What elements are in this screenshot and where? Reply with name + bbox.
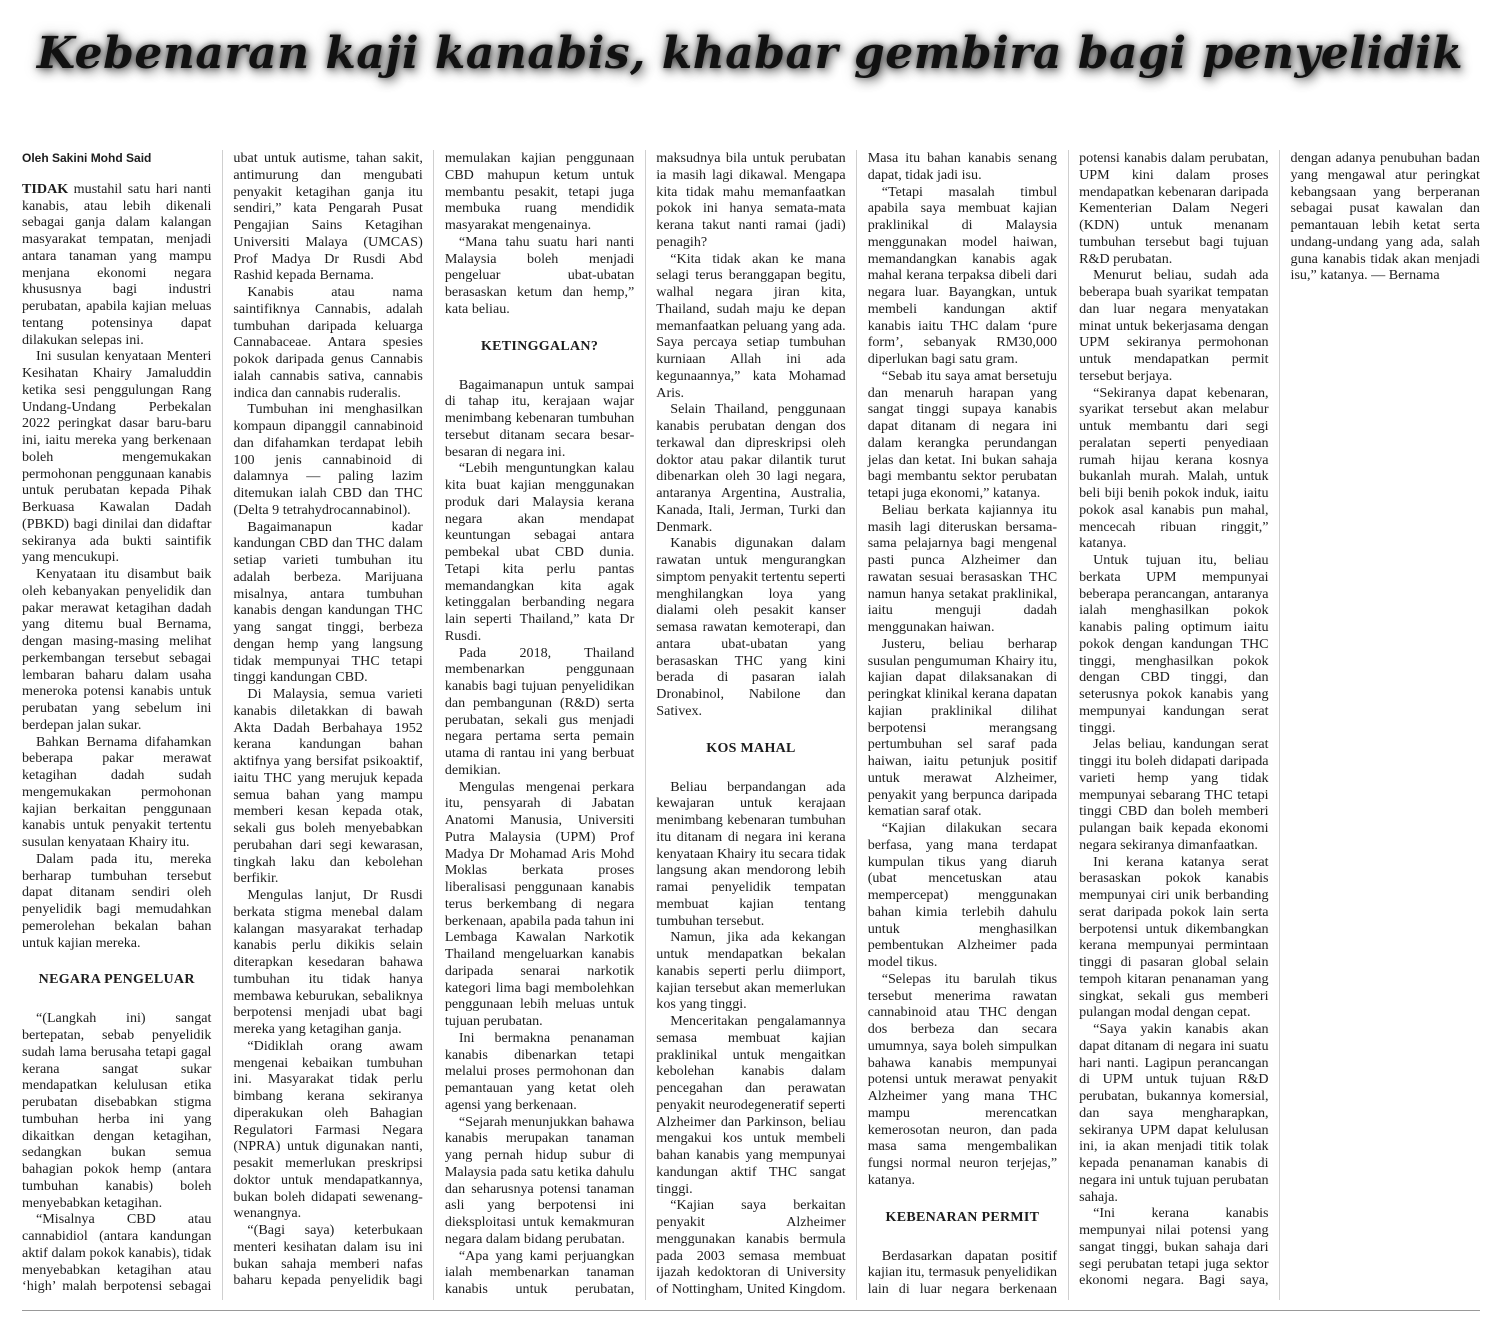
paragraph: Justeru, beliau berharap susulan pengumuman Khairy itu, kajian dapat dilaksanakan di peringkat klinikal kerana dapatan kajian praklinikal dilihat berpotensi merangsang pertumbuhan sel saraf pada haiwan, iaitu petunjuk positif untuk merawat Alzheimer, penyakit yang berpunca daripada kematian saraf otak. [867,635,1058,820]
paragraph: Pada 2018, Thailand membenarkan penggunaan kanabis bagi tujuan penyelidikan dan pembangunan (R&D) serta perubatan, sekali gus menjadi negara pertama serta pemain utama di rantau ini yang berbuat demikian. [444,644,635,778]
paragraph: Ini kerana katanya serat berasaskan pokok kanabis mempunyai ciri unik berbanding serat daripada pokok lain serta berpotensi untuk dikembangkan kerana mempunyai permintaan tinggi di pasaran global selain tempoh kitaran penanaman yang singkat, sekali gus memberi pulangan modal dengan cepat. [1079,853,1269,1021]
subheading: KETINGGALAN? [480,338,599,354]
paragraph: Menceritakan pengalamannya semasa membuat kajian praklinikal untuk mengaitkan kebolehan kanabis dalam pencegahan dan perawatan penyakit neurodegeneratif seperti Alzheimer dan Parkinson, beliau mengakui kos untuk membeli bahan kanabis yang mempunyai kandungan aktif THC sangat tinggi. [656,1013,846,1197]
subheading: KEBENARAN PERMIT [885,1209,1040,1225]
paragraph: Berdasarkan dapatan positif kajian itu, termasuk penyelidikan lain di luar negara berkenaan potensi kanabis dalam perubatan, UPM kini dalam proses mendapatkan kebenaran daripada Kementerian Dalam Negeri (KDN) untuk menanam tumbuhan tersebut bagi tujuan R&D perubatan. [867,150,1269,1297]
paragraph: Di Malaysia, semua varieti kanabis diletakkan di bawah Akta Dadah Berbahaya 1952 kerana kandungan bahan aktifnya yang bersifat psikoaktif, iaitu THC yang merujuk kepada semua bahan yang mampu memberi kesan kepada otak, sekali gus boleh menyebabkan perubahan dari segi kewarasan, tingkah laku dan kebolehan berfikir. [233,686,423,887]
paragraph: Beliau berkata kajiannya itu masih lagi diteruskan bersama-sama pelajarnya bagi mengenal pasti punca Alzheimer dan rawatan sesuai berasaskan THC namun hanya setakat praklinikal, iaitu menguji dadah menggunakan haiwan. [867,501,1058,635]
paragraph: “Apa yang kami perjuangkan ialah membenarkan tanaman kanabis untuk perubatan, maksudnya bila untuk perubatan ia masih lagi dikawal. Mengapa kita tidak mahu memanfaatkan pokok ini hanya semata-mata kerana takut nanti ramai (jadi) penagih? [444,150,846,1297]
paragraph: Ini bermakna penanaman kanabis dibenarkan tetapi melalui proses permohonan dan pemantauan yang ketat oleh agensi yang berkenaan. [444,1029,635,1113]
byline: Oleh Sakini Mohd Said [22,151,152,165]
paragraph: Jelas beliau, kandungan serat tinggi itu boleh didapati daripada varieti hemp yang tidak mempunyai sebarang THC tetapi tinggi CBD dan boleh memberi pulangan baik kepada ekonomi negara sekiranya dimanfaatkan. [1079,736,1269,853]
paragraph: Kenyataan itu disambut baik oleh kebanyakan penyelidik dan pakar merawat ketagihan dadah yang ditemu bual Bernama, dengan masing-masing melihat perkembangan tersebut sebagai lembaran baharu dalam usaha meneroka potensi kanabis untuk perubatan yang sebelum ini berdepan jalan sukar. [22,566,212,733]
paragraph: Mengulas mengenai perkara itu, pensyarah di Jabatan Anatomi Manusia, Universiti Putra Malaysia (UPM) Prof Madya Dr Mohamad Aris Mohd Moklas berkata proses liberalisasi penggunaan kanabis terus berkembang di negara berkenaan, apabila pada tahun ini Lembaga Kawalan Narkotik Thailand mengeluarkan kanabis daripada senarai narkotik kategori lima bagi membolehkan penggunaan lebih meluas untuk tujuan perubatan. [444,778,635,1029]
paragraph: “Misalnya CBD atau cannabidiol (antara kandungan aktif dalam pokok kanabis), tidak menyebabkan ketagihan atau ‘high’ malah berpotensi sebagai ubat untuk autisme, tahan sakit, antimurung dan mengubati penyakit ketagihan ganja itu sendiri,” kata Pengarah Pusat Pengajian Sains Ketagihan Universiti Malaya (UMCAS) Prof Madya Dr Rusdi Abd Rashid kepada Bernama. [22,150,423,1295]
paragraph: Bagaimanapun kadar kandungan CBD dan THC dalam setiap varieti tumbuhan itu adalah berbeza. Marijuana misalnya, antara tumbuhan kanabis dengan kandungan THC yang sangat tinggi, berbeza dengan hemp yang langsung tidak mempunyai THC tetapi tinggi kandungan CBD. [233,518,423,686]
paragraph: “Selepas itu barulah tikus tersebut menerima rawatan cannabinoid atau THC dengan dos berbeza dan secara umumnya, saya boleh simpulkan bahawa kanabis mempunyai potensi untuk merawat penyakit Alzheimer yang mana THC mampu merencatkan kemerosotan neuron, dan pada masa sama mengembalikan fungsi normal neuron terjejas,” katanya. [867,970,1058,1188]
paragraph-text: mustahil satu hari nanti kanabis, atau lebih dikenali sebagai ganja dalam kalangan masyarakat tempatan, menjadi antara tanaman yang mampu menjana ekonomi negara khususnya bagi industri perubatan, apabila kajian meluas tentang potensinya dapat dilakukan selepas ini. [22,180,212,348]
paragraph: Tumbuhan ini menghasilkan kompaun dipanggil cannabinoid dan difahamkan terdapat lebih 100 jenis cannabinoid di dalamnya — paling lazim ditemukan ialah CBD dan THC (Delta 9 tetrahydrocannabinol). [233,401,423,518]
paragraph: “Kajian dilakukan secara berfasa, yang mana terdapat kumpulan tikus yang diaruh (ubat mencetuskan atau mempercepat) menggunakan bahan kimia terlebih dahulu untuk menghasilkan pembentukan Alzheimer pada model tikus. [867,820,1058,970]
paragraph: “Sejarah menunjukkan bahawa kanabis merupakan tanaman yang pernah hidup subur di Malaysia pada satu ketika dahulu dan seharusnya potensi tanaman asli yang berpotensi ini dieksploitasi untuk kemakmuran negara dalam bidang perubatan. [444,1113,635,1247]
paragraph: “Ini kerana kanabis mempunyai nilai potensi yang sangat tinggi, bukan sahaja dari segi perubatan tetapi juga sektor ekonomi negara. Bagi saya, dengan adanya penubuhan badan yang mengawal atur peringkat kebangsaan yang berperanan sebagai pusat kawalan dan pemantauan lebih ketat serta undang-undang yang ada, salah guna kanabis tidak akan menjadi isu,” katanya. — Bernama [1079,150,1480,1289]
paragraph: “Sebab itu saya amat bersetuju dan menaruh harapan yang sangat tinggi supaya kanabis dapat ditanam di negara ini dalam kerangka perundangan jelas dan ketat. Ini bukan sahaja bagi membantu sektor perubatan tetapi juga ekonomi,” katanya. [867,367,1058,501]
paragraph: “Saya yakin kanabis akan dapat ditanam di negara ini suatu hari nanti. Lagipun perancangan di UPM untuk tujuan R&D perubatan, bukannya komersial, dan saya mengharapkan, sekiranya UPM dapat kelulusan ini, ia akan menjadi titik tolak kepada penanaman kanabis di negara ini untuk tujuan perubatan sahaja. [1079,1021,1269,1205]
subheading: KOS MAHAL [706,740,796,756]
subheading: NEGARA PENGELUAR [38,972,195,988]
headline: Kebenaran kaji kanabis, khabar gembira bagi penyelidik [36,28,1464,79]
lead-word: TIDAK [22,180,69,197]
paragraph: Kanabis atau nama saintifiknya Cannabis, adalah tumbuhan daripada keluarga Cannabaceae. Antara spesies pokok daripada genus Cannabis ialah cannabis sativa, cannabis indica dan cannabis ruderalis. [233,284,423,401]
bottom-rule [22,1310,1480,1311]
paragraph: Namun, jika ada kekangan untuk mendapatkan bekalan kanabis seperti perlu diimport, kajian tersebut akan memerlukan kos yang tinggi. [656,929,846,1013]
paragraph: “Sekiranya dapat kebenaran, syarikat tersebut akan melabur untuk membantu dari segi peralatan seperti penyediaan rumah hijau kerana kosnya bukanlah murah. Malah, untuk beli biji benih pokok induk, iaitu pokok asal kanabis pun mahal, mencecah ribuan ringgit,” katanya. [1079,384,1269,552]
paragraph: Untuk tujuan itu, beliau berkata UPM mempunyai beberapa perancangan, antaranya ialah menghasilkan pokok kanabis paling optimum iaitu pokok dengan kandungan THC tinggi, menghasilkan pokok dengan CBD tinggi, dan seterusnya pokok kanabis yang mempunyai kandungan serat tinggi. [1079,552,1269,736]
paragraph: Ini susulan kenyataan Menteri Kesihatan Khairy Jamaluddin ketika sesi penggulungan Rang Undang-Undang Perbekalan 2022 peringkat dasar baru-baru ini, iaitu mereka yang berkenaan boleh mengemukakan permohonan penggunaan kanabis untuk perubatan kepada Pihak Berkuasa Kawalan Dadah (PBKD) bagi dinilai dan didaftar sekiranya ada bukti saintifik yang mencukupi. [22,348,212,566]
paragraph: “Didiklah orang awam mengenai kebaikan tumbuhan ini. Masyarakat tidak perlu bimbang kerana sekiranya diperakukan oleh Bahagian Regulatori Farmasi Negara (NPRA) untuk digunakan nanti, pesakit memerlukan preskripsi doktor untuk mendapatkannya, bukan boleh didapati sewenang-wenangnya. [233,1037,423,1222]
paragraph: “Mana tahu suatu hari nanti Malaysia boleh menjadi pengeluar ubat-ubatan berasaskan ketum dan hemp,” kata beliau. [444,233,635,317]
paragraph: Mengulas lanjut, Dr Rusdi berkata stigma menebal dalam kalangan masyarakat terhadap kanabis perlu dikikis selain diterapkan kesedaran bahawa tumbuhan itu tidak hanya membawa keburukan, sebaliknya berpotensi menjadi ubat bagi mereka yang ketagihan ganja. [233,887,423,1037]
paragraph: Selain Thailand, penggunaan kanabis perubatan dengan dos terkawal dan dipreskripsi oleh doktor atau pakar dilantik turut dibenarkan oleh 30 lagi negara, antaranya Argentina, Australia, Kanada, Itali, Jerman, Turki dan Denmark. [656,401,846,535]
paragraph [22,181,211,349]
paragraph: Dalam pada itu, mereka berharap tumbuhan tersebut dapat ditanam sendiri oleh penyelidik bagi memudahkan pemerolehan bekalan bahan untuk kajian mereka. [22,850,212,951]
paragraph: Beliau berpandangan ada kewajaran untuk kerajaan menimbang kebenaran tumbuhan itu ditanam di negara ini kerana kenyataan Khairy itu secara tidak langsung akan mendorong lebih ramai penyelidik tempatan membuat kajian tentang tumbuhan tersebut. [656,778,846,929]
paragraph: “Lebih menguntungkan kalau kita buat kajian menggunakan produk dari Malaysia kerana negara akan mendapat keuntungan sebagai antara pembekal ubat CBD dunia. Tetapi kita perlu pantas memandangkan kita agak ketinggalan berbanding negara lain seperti Thailand,” kata Dr Rusdi. [444,460,635,644]
paragraph: “Tetapi masalah timbul apabila saya membuat kajian praklinikal di Malaysia menggunakan model haiwan, memandangkan kanabis agak mahal kerana terpaksa dibeli dari negara luar. Bayangkan, untuk membeli kandungan aktif kanabis iaitu THC dalam ‘pure form’, sebanyak RM30,000 diperlukan bagi satu gram. [867,183,1058,367]
paragraph: “Kajian saya berkaitan penyakit Alzheimer menggunakan kanabis bermula pada 2003 semasa membuat ijazah kedoktoran di University of Nottingham, United Kingdom. Masa itu bahan kanabis senang dapat, tidak jadi isu. [656,150,1058,1297]
paragraph: “(Langkah ini) sangat bertepatan, sebab penyelidik sudah lama berusaha tetapi gagal kerana sangat sukar mendapatkan kelulusan etika perubatan disebabkan stigma tumbuhan herba ini yang dikaitkan dengan ketagihan, sedangkan bukan semua bahagian pokok hemp (antara tumbuhan kanabis) boleh menyebabkan ketagihan. [22,1010,212,1211]
article-body [22,150,1480,1300]
paragraph: Menurut beliau, sudah ada beberapa buah syarikat tempatan dan luar negara menyatakan minat untuk bekerjasama dengan UPM sekiranya permohonan untuk mendapatkan permit tersebut berjaya. [1079,267,1269,384]
paragraph: “(Bagi saya) keterbukaan menteri kesihatan dalam isu ini bukan sahaja memberi nafas baharu kepada penyelidik bagi memulakan kajian penggunaan CBD mahupun ketum untuk membantu pesakit, tetapi juga membuka ruang mendidik masyarakat mengenainya. [233,150,635,1289]
paragraph: Kanabis digunakan dalam rawatan untuk mengurangkan simptom penyakit tertentu seperti menghilangkan loya yang dialami oleh pesakit kanser semasa rawatan kemoterapi, dan antara ubat-ubatan yang berasaskan THC yang kini berada di pasaran ialah Dronabinol, Nabilone dan Sativex. [656,535,846,719]
paragraph: Bahkan Bernama difahamkan beberapa pakar merawat ketagihan dadah sudah mengemukakan permohonan kajian berkaitan penggunaan kanabis untuk penyakit tertentu susulan kenyataan Khairy itu. [22,733,212,850]
paragraph: “Kita tidak akan ke mana selagi terus beranggapan begitu, walhal negara jiran kita, Thailand, sudah maju ke depan memanfaatkan peluang yang ada. Saya percaya setiap tumbuhan kurniaan Allah ini ada kegunaannya,” kata Mohamad Aris. [656,250,846,401]
paragraph: Bagaimanapun untuk sampai di tahap itu, kerajaan wajar menimbang kebenaran tumbuhan tersebut ditanam secara besar-besaran di negara ini. [444,376,635,460]
